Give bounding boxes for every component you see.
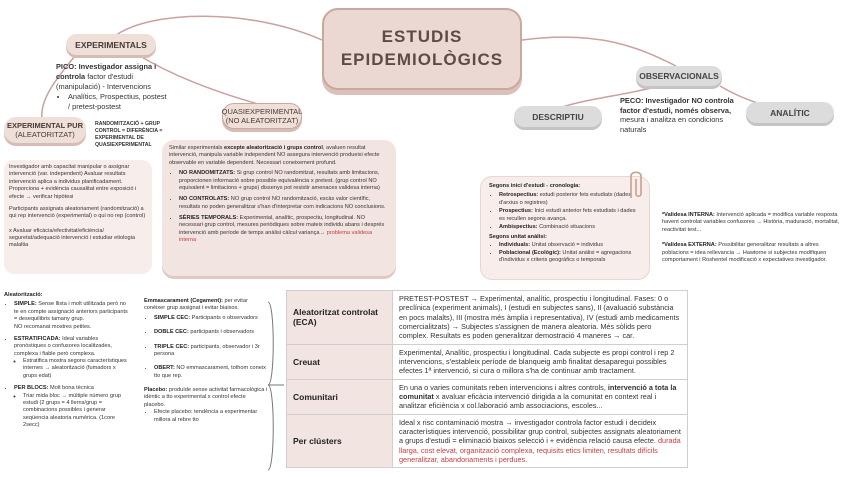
title-line-2: EPIDEMIOLÒGICS [340,50,504,69]
emmascarament-notes: Emmascarament (Cegament): per evitar conèixer grup assignat i evitar biaixos. • SIMPLE CEC: Participants o observadors • DOBLE CEC: participants i observadors • TRIPLE CEC: participants, observador i 3r persona • OBERT: NO emmascarament, tothom coneix tto que rep. Placebo: produïde sense activitat farmacològica i idèntic a tto experimental x control efecte placebo. • Efecte placebo: tendència a experimentar millora al rebre tto [144,298,268,425]
randomitzacio-note: RANDOMITZACIÓ + GRUP CONTROL = DIFERÈNCIA = EXPERIMENTAL DE QUASIEXPERIMENTAL [95,121,163,148]
descriptiu-node: DESCRIPTIU [514,106,602,127]
observacionals-node: OBSERVACIONALS [636,66,722,86]
validesa-notes: *Validesa INTERNA: Intervenció aplicada = modifica variable resposta havent controlat variables confusores → Història, maduració, mortalitat, reactivitat test... *Validesa EXTERNA: Possibilitar generalitzar resultats a altres poblacions = idea rellevancia → Hawtorne si subjectes modifiquen comportament i Roshentel modificació x expectatives investigador. [662,212,840,263]
table-row: Aleatoritzat controlat (ECA) PRETEST-POSTEST → Experimental, analític, prospectiu i longitudinal. Fases: 0 o preclínica (experiment animals), I (estudi en subjectes sans), II (avaluació substància en pocs malalts), III (mostra més àmplia i representativa), IV (estudi amb medicaments comercialitzats) → Subjectes s'assignen de manera aleatoria. Més sòlids pero complex. Resultats es poden generalitzar demostració 4 maneres → car. [287,291,688,345]
table-row: Creuat Experimental, Analític, prospectiu i longitudinal. Cada subjecte es propi control i rep 2 intervencions, s'estableix període de blanqueig amb finalitat desaparegui possibles efectes 1ª intervenció, si cura o millora s'ha de continuar amb tractament. [287,344,688,379]
table-row: Per clústers Ideal x risc contaminació mostra → investigador controla factor estudi i decideix característiques intervenció, possibilitar grup control, subjectes assignats aleatoriament a grups d'estudi = eliminació biaixos selecció i + evidència relació causa efecte. durada llarga, cost elevat, organització complexa, requisits etics limiten, resultats difícils generalitzar, abandonaments i perdues. [287,414,688,468]
experimentals-node: EXPERIMENTALS [66,34,156,55]
experimentals-description: PICO: Investigador assigna i controla factor d'estudi (manipulació) - Intervencions • Analítics, Prospectius, postest / pretest-postest [56,62,168,112]
quasi-item: • SÈRIES TEMPORALS: Experimental, analític, prospectiu, longitudinal. NO necessari grup control, mesures periòdiques sobre mateix individu abans i després intervenció amb període de temps anàlisi càlcul variança→ problema validesa interna [179,215,389,245]
quasi-item: • NO CONTROLATS: NO grup control NO randomització, escàs valor científic, resultats no poden generalitzar s'han d'interpretar com indicacions NO conclusions. [179,196,389,211]
experimental-pur-node: EXPERIMENTAL PUR (ALEATORITZAT) [4,117,86,143]
quasiexperimental-card: Similar experimentals excepte aleatorització i grups control, avaluen resultat intervenció, manipula variable independent NO assegura intervenció produeixi efecte observable en variable dependent. Necessari coneixement profund. • NO RANDOMITZATS: Si grup control NO randomitzat, resultats amb limitacions, proporcionen informació sobre possible equivalència x pretest. (grup control NO equivalent = limitacions + grups) dissenys pot resistir amenaces validesa interna) • NO CONTROLATS: NO grup control NO randomització, escàs valor científic, resultats no poden generalitzar s'han d'interpretar com indicacions NO conclusions. • SÈRIES TEMPORALS: Experimental, analític, prospectiu, longitudinal. NO necessari grup control, mesures periòdiques sobre mateix individu abans i després intervenció amb període de temps anàlisi càlcul variança→ problema validesa interna [162,140,396,276]
title-line-1: ESTUDIS [381,27,463,47]
quasi-item: • NO RANDOMITZATS: Si grup control NO randomitzat, resultats amb limitacions, proporcionen informació sobre possible equivalència x pretest. (grup control NO equivalent = limitacions + grups) dissenys pot resistir amenaces validesa interna) [179,170,389,192]
experimental-pur-card: Investigador amb capacitat manipular o assignar intervenció (var. independent) Avaluar resultats intervenció aplica a individus planificadament. Proporciona + evidència causalitat entre exposició i efecte → verificar hipòtesi Participants assignats aleatoriament (randomització) a qui rep intervenció (experimental) o qui no rep (control) x Avaluar eficàcia/efectivitat/eficiència/ seguretat/adequació intervenció i estudiar etiologia malaltia [4,160,152,274]
main-title [322,8,522,90]
observacionals-description: PECO: Investigador NO controla factor d'estudi, només observa, mesura i analitza en condicions naturals [620,96,734,134]
paperclip-icon [625,168,647,202]
study-types-table [286,290,688,468]
analitic-node: ANALÍTIC [746,102,834,123]
aleatoritzacio-notes: Aleatorització: • SIMPLE: Sense llista i molt utilitzada però no te en compte assignació anteriors participants = desequilibris tamany grup. NO recomanat mostres petites. • ESTRATIFICADA: Ideal variables pronòstiques o confusores localitzades, complexa i fiable però complexa. ◦ Estratifica mostra segons característiques internes → aleatorització (fumadors x grups edat) • PER BLOCS: Molt bona tècnica ◦ Triar mida bloc → múltiple número grup estudi (2 grups = 4 llerns/grup = combinacions possibles i generar seqüencia aleatoria numèrica. (1core 2secc) [4,292,128,430]
table-row: Comunitari En una o varies comunitats reben intervencions i altres controls, intervenció a tota la comunitat x avaluar eficàcia intervenció dirigida a la comunitat en context real i analitzar eficiència x col.laboració amb associacions, escoles... [287,379,688,414]
cronologia-card: Segons inici d'estudi - cronologia: • Retrospectius: estudi posterior fets estudiats (dades d'arxius o registres) • Prospectius: Inici estudi anterior fets estudiats i dades es recullen segons avança. • Ambispectius: Combinació situacions Segons unitat anàlisi: • Individuals: Unitat observació = individus • Poblacional (Ecològic): Unitat anàlisi = agregacions d'individus x criteris geogràfics o temporals [480,176,650,280]
quasiexperimental-node: QUASIEXPERIMENTAL (NO ALEATORITZAT) [222,103,302,129]
